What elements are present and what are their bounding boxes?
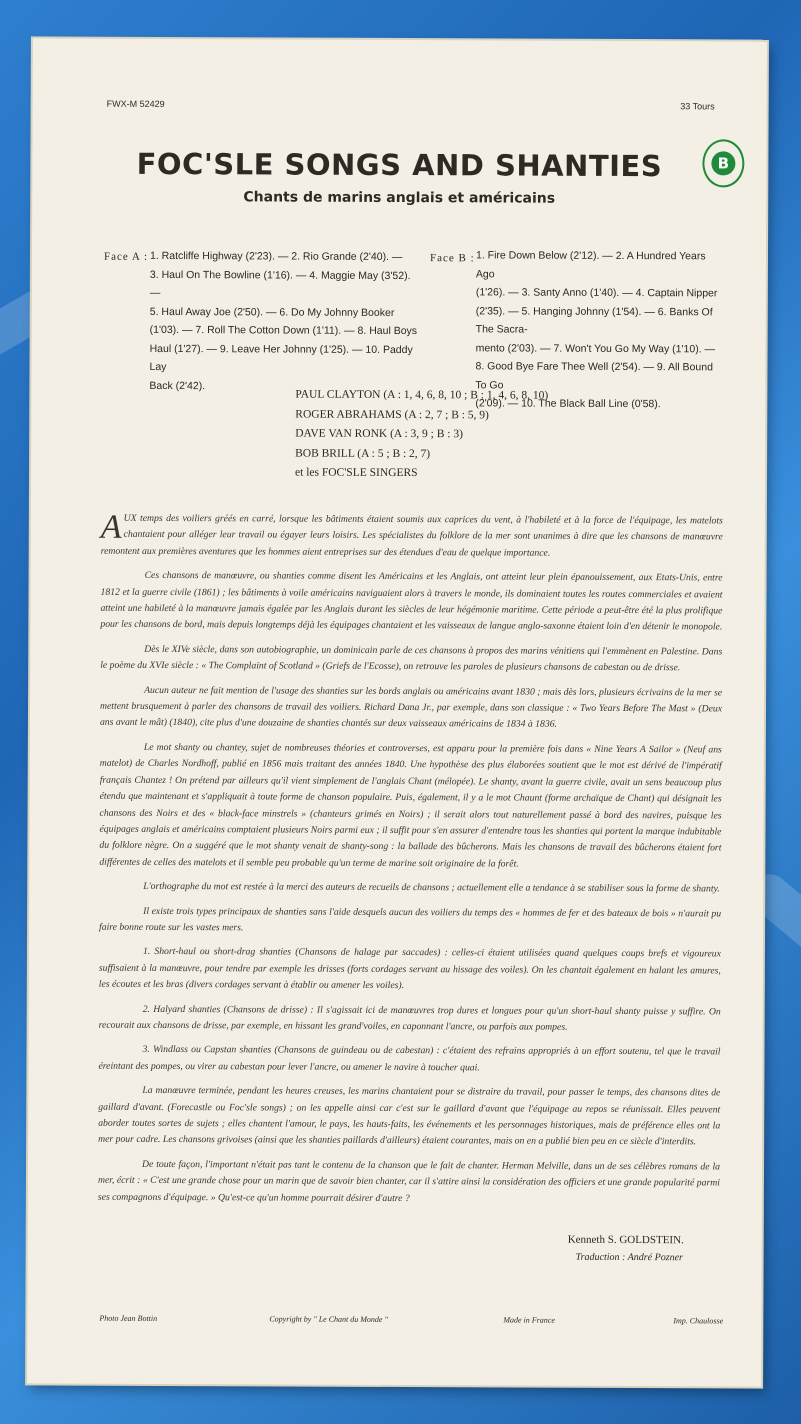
liner-paragraph: Ces chansons de manœuvre, ou shanties comme disent les Américains et les Anglais, ont atteint leur plein épanouissement, aux Etats-Unis, entre 1812 et la guerre civile (1861) ; les bâtiments à voile américains naviguaient alors à travers le monde, ils dominaient toutes les routes commerciales et avaient atteint une habileté à la manœuvre jamais égalée par les Anglais durant les siècles de leur hégémonie maritime. Cette période a peut-être été la plus prolifique pour les chansons de bord, mais depuis longtemps déjà les équipages chantaient et les vaisseaux de langue anglo-saxonne étaient loin d'en détenir le monopole. xyxy=(100,570,723,633)
track-line: (2'09). — 10. The Black Ball Line (0'58). xyxy=(475,397,661,411)
liner-paragraph: De toute façon, l'important n'était pas tant le contenu de la chanson que le fait de chanter. Herman Melville, dans un de ses célèbres romans de la mer, écrit : « C'est une grande chose pour un marin que de savoir bien chanter, car il s'attire ainsi la considération des officiers et une grande popularité parmi ses compagnons d'équipage. » Qu'est-ce qu'un homme pourrait désirer d'autre ? xyxy=(97,1158,721,1204)
author-name: Kenneth S. GOLDSTEIN. xyxy=(567,1233,684,1247)
track-line: (1'26). — 3. Santy Anno (1'40). — 4. Captain Nipper xyxy=(475,286,718,300)
album-subtitle: Chants de marins anglais et américains xyxy=(243,189,556,207)
liner-paragraph: 2. Halyard shanties (Chansons de drisse) : Il s'agissait ici de manœuvres trop dures et longues pour qu'un short-haul shanty puisse y suffire. On recourait aux chansons de drisse, par exemple, en hissant les grand'voiles, en caponnant l'ancre, ou parfois aux pompes. xyxy=(98,1003,721,1033)
performer-credits xyxy=(295,386,548,485)
record-sleeve-back xyxy=(27,38,767,1386)
translator-credit: Traduction : André Pozner xyxy=(575,1251,683,1264)
performer-line: BOB BRILL (A : 5 ; B : 2, 7) xyxy=(295,447,431,460)
speed-label: 33 Tours xyxy=(680,101,715,112)
liner-notes xyxy=(97,508,723,1217)
liner-paragraph: Dès le XIVe siècle, dans son autobiographie, un dominicain parle de ces chansons à propos des marins vénitiens qui l'emmènent en Palestine. Dans le poème du XVIe siècle : « The Complaint of Scotland » (Griefs de l'Ecosse), on retrouve les paroles de plusieurs chansons de cabestan ou de drisse. xyxy=(100,643,723,674)
track-line: 5. Haul Away Joe (2'50). — 6. Do My Johnny Booker xyxy=(149,305,395,319)
badge-letter: B xyxy=(711,151,735,175)
performer-line: ROGER ABRAHAMS (A : 2, 7 ; B : 5, 9) xyxy=(295,408,489,421)
printer-credit: Imp. Chaulosse xyxy=(673,1316,724,1326)
performer-line: et les FOC'SLE SINGERS xyxy=(295,466,418,480)
track-line: 8. Good Bye Fare Thee Well (2'54). — 9. All Bound To Go xyxy=(475,360,713,391)
liner-paragraph: La manœuvre terminée, pendant les heures creuses, les marins chantaient pour se distraire du travail, pour passer le temps, des chansons dites de gaillard d'avant. (Forecastle ou Foc'sle songs) ; on les appelle ainsi car c'est sur le gaillard d'avant que l'équipage au repos se réunissait. Elles peuvent aborder toutes sortes de sujets ; elles chantent l'amour, le pays, les hauts-faits, les événements et les personnages historiques, mais de préférence elles ont la mer pour cadre. Les chansons grivoises (ainsi que les shanties paillards d'ailleurs) étaient courantes, mais on en a publié bien peu en ce siècle d'interdits. xyxy=(98,1085,721,1148)
made-in-label: Made in France xyxy=(503,1315,555,1325)
face-b-label: Face B : xyxy=(429,252,475,265)
liner-paragraph: Il existe trois types principaux de shanties sans l'aide desquels aucun des voiliers du temps des « hommes de fer et des bateaux de bois » n'aurait pu faire bonne route sur les vastes mers. xyxy=(99,905,722,934)
track-line: 1. Fire Down Below (2'12). — 2. A Hundred Years Ago xyxy=(475,249,706,280)
track-line: 3. Haul On The Bowline (1'16). — 4. Maggie May (3'52). — xyxy=(149,268,411,299)
drop-cap: A xyxy=(100,508,122,546)
signature-block xyxy=(568,1231,684,1268)
liner-paragraph: Aucun auteur ne fait mention de l'usage des shanties sur les bords anglais ou américains avant 1830 ; mais dès lors, plusieurs écrivains de la mer se mettent brusquement à parler des chansons de travail des voiliers. Richard Dana Jr., par exemple, dans son classique : « Two Years Before The Mast » (Deux ans avant le mât) (1840), cite plus d'une douzaine de shanties chantés sur deux vaisseaux américains de 1834 à 1836. xyxy=(99,684,723,731)
liner-paragraph: Le mot shanty ou chantey, sujet de nombreuses théories et controverses, est apparu pour la première fois dans « Nine Years A Sailor » (Neuf ans matelot) de Charles Nordhoff, publié en 1856 mais traitant des années 1840. Une hypothèse des plus élaborées soutient que le mot est dérivé de l'impératif français Chantez ! On prétend par ailleurs qu'il vient simplement de l'anglais Chant (mélopée). Le shanty, avant la guerre civile, avait un sens beaucoup plus étendu que maintenant et s'appliquait à toute forme de chanson populaire. Puis, également, il y a le mot Chaunt (forme archaïque de Chant) qui désignait les chansons des Noirs et des « black-face minstrels » (chanteurs grimés en Noirs) ; il serait alors tout naturellement passé à bord des navires, puisque les équipages anglais et américains comptaient plusieurs Noirs parmi eux ; il suffit pour s'en assurer d'entendre tous les shanties qui portent la marque indubitable du folklore nègre. On a suggéré que le mot shanty venait de shanty-song : la ballade des bûcherons. Mais les chansons de travail des bûcherons étaient fort différentes de celles des matelots et il semble peu probable qu'un terme de marine soit originaire de la forêt. xyxy=(99,741,722,870)
copyright-notice: Copyright by " Le Chant du Monde " xyxy=(269,1314,388,1324)
photo-credit: Photo Jean Bottin xyxy=(99,1313,158,1323)
liner-paragraph: 1. Short-haul ou short-drag shanties (Chansons de halage par saccades) : celles-ci étaient utilisées quand quelques coups brefs et vigoureux suffisaient à la manœuvre, pour tendre par exemple les drisses (forts cordages servant au hissage des voiles). On les chantait également en halant les amures, les écoutes et les bras (divers cordages servant à établir ou amener les voiles). xyxy=(98,946,721,992)
face-a-label: Face A : xyxy=(103,250,149,263)
liner-paragraph: 3. Windlass ou Capstan shanties (Chansons de guindeau ou de cabestan) : c'étaient des refrains appropriés à un effort soutenu, tel que le travail éreintant des pompes, ou virer au cabestan pour lever l'ancre, ou amener le navire à toucher quai. xyxy=(98,1044,721,1074)
track-line: mento (2'03). — 7. Won't You Go My Way (1'10). — xyxy=(475,341,716,355)
catalog-number: FWX-M 52429 xyxy=(106,98,165,109)
face-a-tracklist xyxy=(149,247,422,396)
liner-paragraph: L'orthographe du mot est restée à la merci des auteurs de recueils de chansons ; actuellement elle a tendance à se stabiliser sous la forme de shanty. xyxy=(143,881,720,895)
track-line: Back (2'42). xyxy=(149,379,206,392)
performer-line: DAVE VAN RONK (A : 3, 9 ; B : 3) xyxy=(295,427,463,441)
track-line: Haul (1'27). — 9. Leave Her Johnny (1'25). — 10. Paddy Lay xyxy=(149,342,413,373)
performer-line: PAUL CLAYTON (A : 1, 4, 6, 8, 10 ; B : 1, 4, 6, 8, 10) xyxy=(295,388,549,402)
liner-paragraph: AUX temps des voiliers gréés en carré, lorsque les bâtiments étaient soumis aux caprices du vent, à l'habileté et à la force de l'équipage, les matelots chantaient pour alléger leur travail ou égayer leurs loisirs. Les spécialistes du folklore de la mer sont unanimes à dire que les chansons de manœuvre remontent aux premières aventures que les hommes aient entreprises sur des étendues d'eau de quelque importance. xyxy=(100,508,723,559)
album-title: FOC'SLE SONGS AND SHANTIES xyxy=(136,146,663,184)
track-line: (1'03). — 7. Roll The Cotton Down (1'11). — 8. Haul Boys xyxy=(149,323,418,338)
track-line: (2'35). — 5. Hanging Johnny (1'54). — 6. Banks Of The Sacra- xyxy=(475,304,713,336)
track-line: 1. Ratcliffe Highway (2'23). — 2. Rio Grande (2'40). — xyxy=(149,249,403,264)
